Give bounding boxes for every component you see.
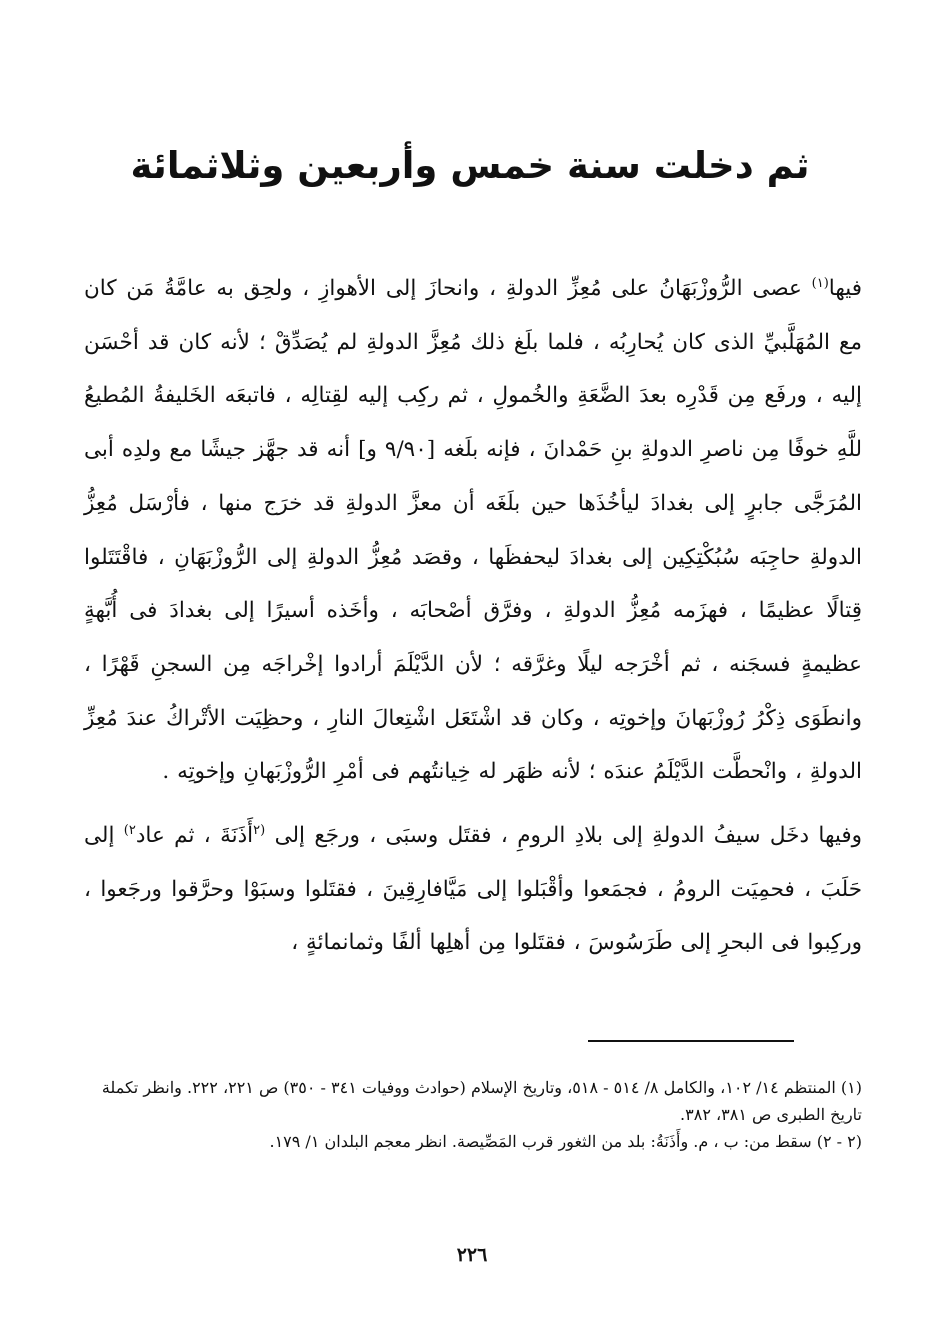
footnote-separator — [588, 1040, 794, 1042]
paragraph-1 — [84, 262, 862, 799]
footnote-1: (١) المنتظم ١٤/ ١٠٢، والكامل ٨/ ٥١٤ - ٥١٨، وتاريخ الإسلام (حوادث ووفيات ٣٤١ - ٣٥٠) ص ٢٢١، ٢٢٢. وانظر تكملة تاريخ الطبرى ص ٣٨١، ٣٨٢. — [101, 1078, 862, 1124]
footnote-ref-2-open: (٢ — [253, 822, 266, 838]
footnote-ref-1: (١) — [811, 275, 829, 291]
paragraph-2-text-cont: إلى حَلَبَ ، فحمِيَت الرومُ ، فجمَعوا وأقْبَلوا إلى مَيَّافارِقِينَ ، فقتَلوا وسبَوْا وحرَّقوا ورجَعوا ، وركِبوا فى البحرِ إلى طَرَسُوسَ ، فقتَلوا مِن أهلِها ألفًا وثمانمائةٍ ، — [84, 823, 862, 956]
chapter-title: ثم دخلت سنة خمس وأربعين وثلاثمائة — [130, 144, 810, 187]
paragraph-2 — [84, 809, 862, 970]
paragraph-1-text: عصى الرُّوزْبَهَانُ على مُعِزِّ الدولةِ ، وانحازَ إلى الأهوازِ ، ولحِق به عامَّةُ مَن كان مع المُهَلَّبيِّ الذى كان يُحارِبُه ، فلما بلَغ ذلك مُعِزَّ الدولةِ لم يُصَدِّقْ ؛ لأنه كان قد أحْسَن إليه ، ورفَع مِن قَدْرِه بعدَ الضَّعَةِ والخُمولِ ، ثم ركِب إليه لقِتالِه ، فاتبعَه الخَليفةُ المُطيعُ للَّهِ خوفًا مِن ناصرِ الدولةِ بنِ حَمْدانَ ، فإنه بلَغه [٩/٩٠ و] أنه قد جهَّز جيشًا مع ولدِه أبى المُرَجَّى جابرٍ إلى بغدادَ ليأخُذَها حين بلَغَه أن معزَّ الدولةِ قد خرَج منها ، فأرْسَل مُعِزُّ الدولةِ حاجِبَه سُبُكْتِكِين إلى بغدادَ ليحفظَها ، وقصَد مُعِزُّ الدولةِ إلى الرُّوزْبَهَانِ ، فاقْتَتَلوا قِتالًا عظيمًا ، فهزَمه مُعِزُّ الدولةِ ، وفرَّق أصْحابَه ، وأخَذه أسيرًا إلى بغدادَ فى أُبَّهةٍ عظيمةٍ فسجَنه ، ثم أخْرَجه ليلًا وغرَّقه ؛ لأن الدَّيْلَمَ أرادوا إخْراجَه مِن السجنِ قَهْرًا ، وانطَوَى ذِكْرُ رُوزْبَهانَ وإخوتِه ، وكان قد اشْتَعَل اشْتِعالَ النارِ ، وحظِيَت الأتْراكُ عندَ مُعِزِّ الدولةِ ، وانْحطَّت الدَّيْلَمُ عندَه ؛ لأنه ظهَر له خِيانتُهم فى أمْرِ الرُّوزْبَهانِ وإخوتِه . — [84, 276, 863, 785]
main-text — [84, 262, 862, 970]
footnotes — [92, 1074, 862, 1155]
footnote-ref-2-close: ٢) — [123, 822, 136, 838]
paragraph-2-lead: وفيها دخَل سيفُ الدولةِ إلى بلادِ الرومِ ، فقتَل وسبَى ، ورجَع إلى — [265, 823, 863, 849]
footnote-2: (٢ - ٢) سقط من: ب ، م. وأَذَنَةُ: بلد من الثغور قرب المَصِّيصة. انظر معجم البلدان ١/ ١٧٩. — [269, 1132, 862, 1151]
page-number: ٢٢٦ — [456, 1244, 488, 1266]
paragraph-2-text: أَذَنَةَ ، ثم عاد — [135, 823, 254, 849]
paragraph-1-lead: فيها — [828, 276, 862, 301]
